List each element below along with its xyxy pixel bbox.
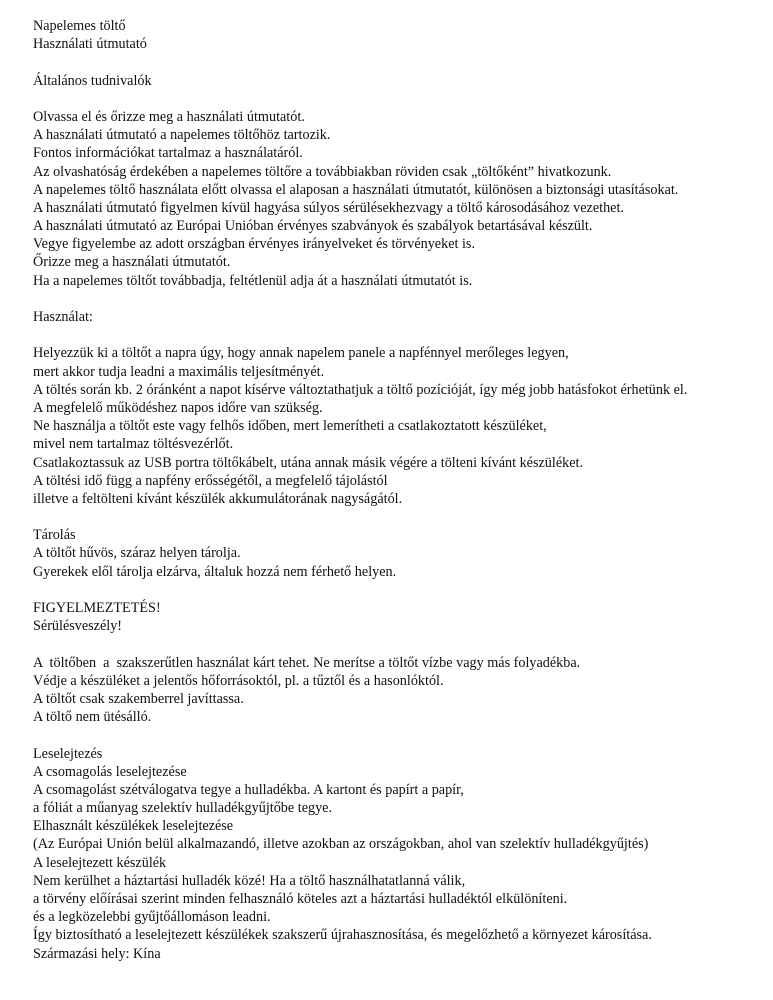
paragraph-line: Ne használja a töltőt este vagy felhős időben, mert lemerítheti a csatlakoztatott készüléket, bbox=[33, 418, 547, 435]
paragraph-line: A használati útmutató az Európai Unióban érvényes szabványok és szabályok betartásával készült. bbox=[33, 218, 593, 235]
paragraph-line: (Az Európai Unión belül alkalmazandó, illetve azokban az országokban, ahol van szelektív hulladékgyűjtés) bbox=[33, 836, 649, 853]
paragraph-line: mivel nem tartalmaz töltésvezérlőt. bbox=[33, 436, 234, 453]
paragraph-line: Fontos információkat tartalmaz a használatáról. bbox=[33, 145, 303, 162]
paragraph-line: Nem kerülhet a háztartási hulladék közé! Ha a töltő használhatatlanná válik, bbox=[33, 872, 466, 889]
paragraph-line: Helyezzük ki a töltőt a napra úgy, hogy annak napelem panele a napfénnyel merőleges legyen, bbox=[33, 345, 569, 362]
paragraph-line: A töltési idő függ a napfény erősségétől, a megfelelő tájolástól bbox=[33, 472, 388, 489]
spacer bbox=[33, 635, 768, 653]
spacer bbox=[33, 53, 768, 71]
paragraph-line: A csomagolás leselejtezése bbox=[33, 763, 187, 780]
warning-subheading: Sérülésveszély! bbox=[33, 618, 123, 635]
section-heading-disposal: Leselejtezés bbox=[33, 745, 103, 762]
paragraph-line: A töltő nem ütésálló. bbox=[33, 709, 152, 726]
paragraph-line: mert akkor tudja leadni a maximális teljesítményét. bbox=[33, 363, 325, 380]
spacer bbox=[33, 508, 768, 526]
paragraph-line: Vegye figyelembe az adott országban érvényes irányelveket és törvényeket is. bbox=[33, 236, 475, 253]
section-storage-body bbox=[33, 544, 768, 580]
spacer bbox=[33, 581, 768, 599]
paragraph-line: A használati útmutató figyelmen kívül hagyása súlyos sérülésekhezvagy a töltő károsodásához vezethet. bbox=[33, 199, 624, 216]
paragraph-line: A töltés során kb. 2 óránként a napot kísérve változtathatjuk a töltő pozícióját, így még jobb hatásfokot érhetünk el. bbox=[33, 381, 688, 398]
paragraph-line: Őrizze meg a használati útmutatót. bbox=[33, 254, 231, 271]
paragraph-line: A használati útmutató a napelemes töltőhöz tartozik. bbox=[33, 127, 331, 144]
paragraph-line: Elhasznált készülékek leselejtezése bbox=[33, 818, 234, 835]
paragraph-line: a fóliát a műanyag szelektív hulladékgyűjtőbe tegye. bbox=[33, 800, 333, 817]
spacer bbox=[33, 726, 768, 744]
document-page bbox=[33, 17, 768, 963]
paragraph-line: A töltőt csak szakemberrel javíttassa. bbox=[33, 690, 244, 707]
section-disposal-body bbox=[33, 763, 768, 963]
paragraph-line: Gyerekek elől tárolja elzárva, általuk hozzá nem férhető helyen. bbox=[33, 563, 397, 580]
document-subtitle: Használati útmutató bbox=[33, 36, 147, 53]
paragraph-line: A csomagolást szétválogatva tegye a hulladékba. A kartont és papírt a papír, bbox=[33, 781, 464, 798]
paragraph-line: A töltőben a szakszerűtlen használat kárt tehet. Ne merítse a töltőt vízbe vagy más folyadékba. bbox=[33, 654, 581, 671]
paragraph-line: Csatlakoztassuk az USB portra töltőkábelt, utána annak másik végére a tölteni kívánt készüléket. bbox=[33, 454, 583, 471]
paragraph-line: és a legközelebbi gyűjtőállomáson leadni. bbox=[33, 909, 271, 926]
paragraph-line: A napelemes töltő használata előtt olvassa el alaposan a használati útmutatót, különösen a biztonsági utasításokat. bbox=[33, 181, 679, 198]
paragraph-line: A töltőt hűvös, száraz helyen tárolja. bbox=[33, 545, 241, 562]
paragraph-line: A megfelelő működéshez napos időre van szükség. bbox=[33, 399, 323, 416]
spacer bbox=[33, 290, 768, 308]
section-heading-usage: Használat: bbox=[33, 309, 93, 325]
paragraph-line: Védje a készüléket a jelentős hőforrásoktól, pl. a tűztől és a hasonlóktól. bbox=[33, 672, 444, 689]
spacer bbox=[33, 90, 768, 108]
spacer bbox=[33, 326, 768, 344]
paragraph-line: Így biztosítható a leselejtezett készülékek szakszerű újrahasznosítása, és megelőzhető a környezet károsítása. bbox=[33, 927, 652, 944]
section-warning-body bbox=[33, 654, 768, 727]
section-heading-general: Általános tudnivalók bbox=[33, 72, 152, 89]
paragraph-line: illetve a feltölteni kívánt készülék akkumulátorának nagyságától. bbox=[33, 490, 403, 507]
paragraph-line: a törvény előírásai szerint minden felhasználó köteles azt a háztartási hulladéktól elkülöníteni. bbox=[33, 891, 568, 907]
section-heading-warning: FIGYELMEZTETÉS! bbox=[33, 600, 161, 616]
paragraph-line: Olvassa el és őrizze meg a használati útmutatót. bbox=[33, 108, 305, 125]
paragraph-line: A leselejtezett készülék bbox=[33, 854, 167, 871]
origin-line: Származási hely: Kína bbox=[33, 945, 161, 962]
paragraph-line: Ha a napelemes töltőt továbbadja, feltétlenül adja át a használati útmutatót is. bbox=[33, 272, 473, 289]
document-title: Napelemes töltő bbox=[33, 18, 126, 34]
section-general-body bbox=[33, 108, 768, 290]
section-usage-body bbox=[33, 344, 768, 508]
paragraph-line: Az olvashatóság érdekében a napelemes töltőre a továbbiakban röviden csak „töltőként” hivatkozunk. bbox=[33, 163, 612, 180]
section-heading-storage: Tárolás bbox=[33, 527, 76, 544]
